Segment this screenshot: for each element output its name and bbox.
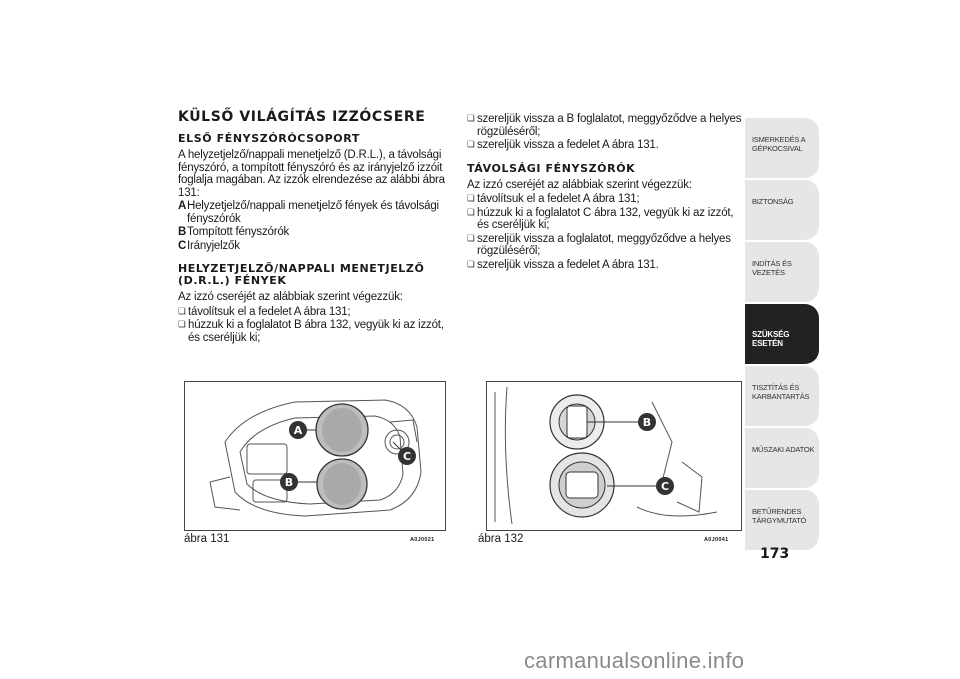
chapter-tabs: [745, 118, 819, 552]
tab-index[interactable]: BETŰRENDES TÁRGYMUTATÓ: [745, 490, 819, 550]
definition-a: A Helyzetjelző/nappali menetjelző fények és távolsági fényszórók: [178, 200, 439, 225]
section-text-front-headlights: A helyzetjelző/nappali menetjelző (D.R.L.), a távolsági fényszóró, a tompított fényszóró és az irányjelző izzóit foglalja magában. Az izzók elrendezése az alábbi ábra 131:: [178, 149, 445, 199]
steps-list-high-beam: [467, 193, 742, 271]
figure-131-caption: ábra 131: [184, 533, 230, 545]
tab-emergency[interactable]: SZÜKSÉG ESETÉN: [745, 304, 819, 364]
right-column: [467, 112, 742, 272]
figure-132-caption: ábra 132: [478, 533, 524, 545]
watermark: carmanualsonline.info: [524, 648, 745, 673]
headlight-assembly-illustration: [185, 382, 445, 530]
list-item: ❏ húzzuk ki a foglalatot C ábra 132, vegyük ki az izzót, és cseréljük ki;: [467, 207, 742, 232]
steps-list-drl-continued: [467, 113, 742, 152]
section-intro-drl: Az izzó cseréjét az alábbiak szerint végezzük:: [178, 291, 403, 303]
list-item: ❏ szereljük vissza a B foglalatot, meggyőződve a helyes rögzüléséről;: [467, 113, 742, 138]
section-intro-high-beam: Az izzó cseréjét az alábbiak szerint végezzük:: [467, 178, 692, 191]
section-title-front-headlights: ELSŐ FÉNYSZÓRÓCSOPORT: [178, 132, 360, 145]
list-item: ❏ távolítsuk el a fedelet A ábra 131;: [178, 306, 453, 319]
figure-label-c: C: [660, 480, 670, 493]
definition-c: C Irányjelzők: [178, 239, 240, 252]
figure-131-code: A0J0021: [410, 537, 435, 543]
section-title-high-beam: TÁVOLSÁGI FÉNYSZÓRÓK: [467, 161, 636, 175]
list-item: ❏ szereljük vissza a foglalatot, meggyőződve a helyes rögzüléséről;: [467, 233, 742, 258]
figure-label-b: B: [284, 476, 294, 489]
figure-131: [184, 381, 446, 531]
figure-label-b: B: [642, 416, 652, 429]
bulb-holder-illustration: [487, 382, 741, 530]
figure-label-c: C: [402, 450, 412, 463]
figure-label-a: A: [293, 424, 303, 437]
tab-technical-data[interactable]: MŰSZAKI ADATOK: [745, 428, 819, 488]
steps-list-drl: [178, 306, 453, 345]
list-item: ❏ húzzuk ki a foglalatot B ábra 132, vegyük ki az izzót, és cseréljük ki;: [178, 319, 453, 344]
definition-b: B Tompított fényszórók: [178, 226, 290, 238]
page-number: 173: [760, 546, 790, 562]
tab-safety[interactable]: BIZTONSÁG: [745, 180, 819, 240]
list-item: ❏ távolítsuk el a fedelet A ábra 131;: [467, 193, 742, 206]
tab-maintenance[interactable]: TISZTÍTÁS ÉS KARBANTARTÁS: [745, 366, 819, 426]
section-title-drl: HELYZETJELZŐ/NAPPALI MENETJELZŐ (D.R.L.) FÉNYEK: [178, 262, 425, 287]
figure-132: [486, 381, 742, 531]
figure-132-code: A0J0041: [704, 537, 729, 543]
left-column: [178, 110, 453, 345]
list-item: ❏ szereljük vissza a fedelet A ábra 131.: [467, 139, 742, 152]
tab-getting-to-know[interactable]: ISMERKEDÉS A GÉPKOCSIVAL: [745, 118, 819, 178]
page-title: KÜLSŐ VILÁGÍTÁS IZZÓCSERE: [178, 109, 426, 125]
tab-starting-driving[interactable]: INDÍTÁS ÉS VEZETÉS: [745, 242, 819, 302]
list-item: ❏ szereljük vissza a fedelet A ábra 131.: [467, 259, 742, 272]
